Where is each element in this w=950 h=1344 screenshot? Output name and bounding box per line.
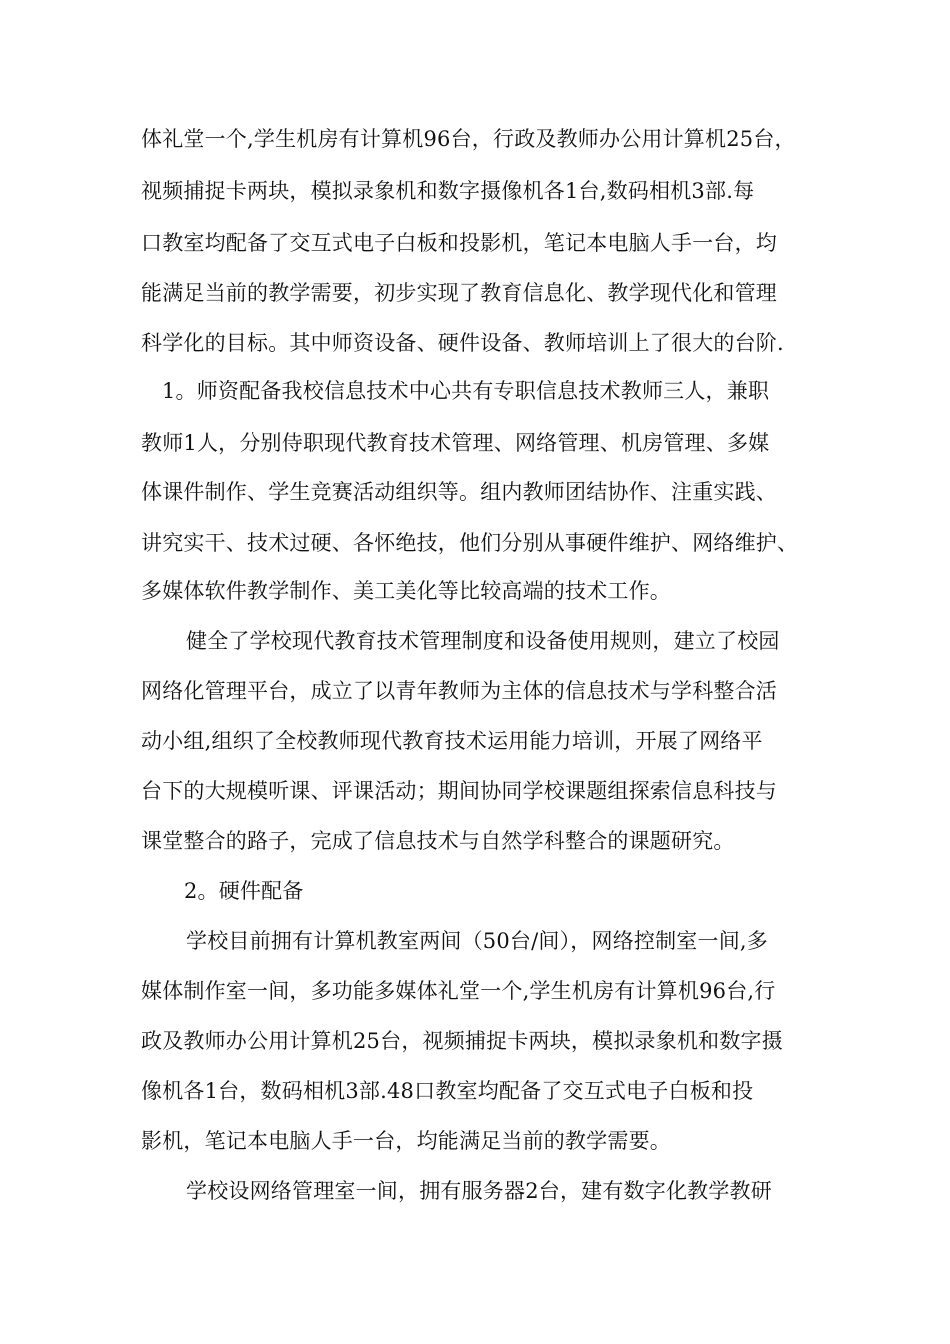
text-line: 课堂整合的路子，完成了信息技术与自然学科整合的课题研究。 [141,829,735,853]
paragraph-start-line: 学校目前拥有计算机教室两间（50台/间），网络控制室一间,多 [186,929,768,953]
text-line: 教师1人，分别侍职现代教育技术管理、网络管理、机房管理、多媒 [141,431,770,455]
paragraph-start-line: 健全了学校现代教育技术管理制度和设备使用规则，建立了校园 [186,629,780,653]
section-heading-line: 2。硬件配备 [184,879,304,903]
text-line: 科学化的目标。其中师资设备、硬件设备、教师培训上了很大的台阶. [141,331,784,355]
text-line: 动小组,组织了全校教师现代教育技术运用能力培训，开展了网络平 [141,729,763,753]
text-line: 体课件制作、学生竞赛活动组织等。组内教师团结协作、注重实践、 [141,480,777,504]
text-line: 媒体制作室一间，多功能多媒体礼堂一个,学生机房有计算机96台,行 [141,979,776,1003]
text-line: 口教室均配备了交互式电子白板和投影机，笔记本电脑人手一台，均 [141,231,777,255]
text-line: 讲究实干、技术过硬、各怀绝技，他们分别从事硬件维护、网络维护、 [141,531,799,555]
text-line: 台下的大规模听课、评课活动；期间协同学校课题组探索信息科技与 [141,779,777,803]
text-line: 像机各1台，数码相机3部.48口教室均配备了交互式电子白板和投 [141,1079,754,1103]
section-heading-line: 1。师资配备我校信息技术中心共有专职信息技术教师三人，兼职 [162,379,770,403]
text-line: 体礼堂一个,学生机房有计算机96台，行政及教师办公用计算机25台， [141,127,796,151]
text-line: 视频捕捉卡两块，模拟录象机和数字摄像机各1台,数码相机3部.每 [141,179,755,203]
text-line: 影机，笔记本电脑人手一台，均能满足当前的教学需要。 [141,1129,671,1153]
text-line: 网络化管理平台，成立了以青年教师为主体的信息技术与学科整合活 [141,679,777,703]
paragraph-start-line: 学校设网络管理室一间，拥有服务器2台，建有数字化教学教研 [186,1179,772,1203]
text-line: 政及教师办公用计算机25台，视频捕捉卡两块，模拟录象机和数字摄 [141,1029,783,1053]
text-line: 多媒体软件教学制作、美工美化等比较高端的技术工作。 [141,579,671,603]
text-line: 能满足当前的教学需要，初步实现了教育信息化、教学现代化和管理 [141,281,777,305]
